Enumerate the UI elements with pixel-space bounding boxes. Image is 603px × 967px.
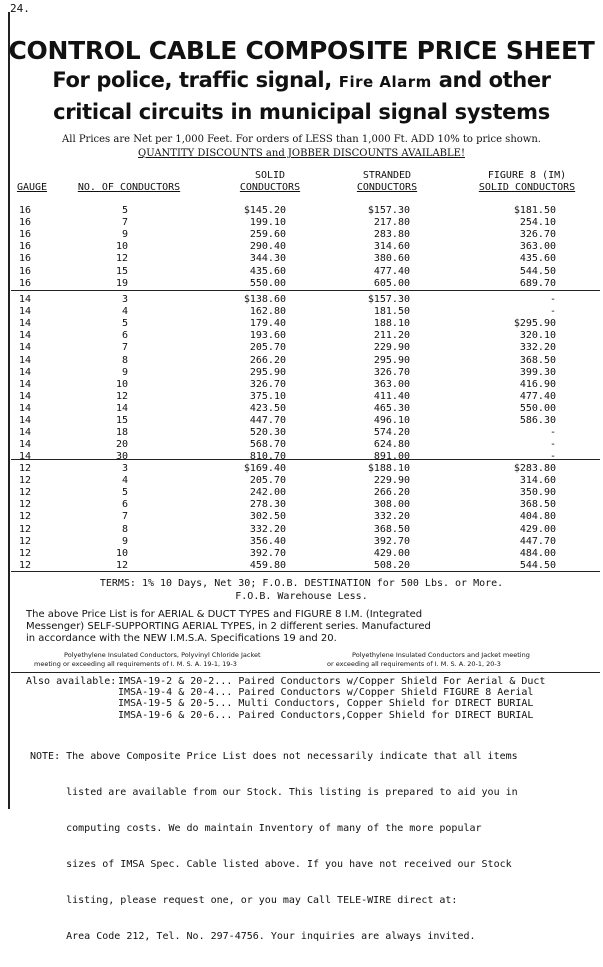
cell-solid: 179.40 bbox=[249, 318, 286, 330]
left-border-rule bbox=[8, 12, 10, 809]
cell-gauge: 14 bbox=[18, 451, 32, 463]
cell-gauge: 14 bbox=[18, 427, 32, 439]
group-divider bbox=[11, 290, 600, 291]
cell-figure8: 689.70 bbox=[519, 277, 556, 289]
cell-conductors: 10 bbox=[115, 547, 128, 559]
cell-conductors: 8 bbox=[121, 354, 128, 366]
cell-solid: 199.10 bbox=[249, 217, 286, 229]
cell-solid: 392.70 bbox=[249, 547, 286, 559]
title-fire-alarm: Fire Alarm bbox=[338, 73, 432, 91]
cell-stranded: 574.20 bbox=[373, 427, 410, 439]
cell-figure8: 254.10 bbox=[519, 217, 556, 229]
cell-conductors: 7 bbox=[121, 217, 128, 229]
cell-gauge: 14 bbox=[18, 306, 32, 318]
cell-solid: 423.50 bbox=[249, 402, 286, 414]
cell-figure8: 544.50 bbox=[519, 265, 556, 277]
cell-solid: 568.70 bbox=[249, 439, 286, 451]
cell-figure8: $283.80 bbox=[513, 463, 556, 474]
cell-figure8: 477.40 bbox=[519, 390, 556, 402]
cell-conductors: 4 bbox=[121, 475, 128, 487]
cell-conductors: 6 bbox=[121, 330, 128, 342]
fine-print-left-2: meeting or exceeding all requirements of I. M. S. A. 19-1, 19-3 bbox=[34, 660, 237, 668]
cell-solid: 435.60 bbox=[249, 265, 286, 277]
cell-gauge: 12 bbox=[18, 499, 32, 511]
cell-figure8: 320.10 bbox=[519, 330, 556, 342]
cell-solid: 278.30 bbox=[249, 499, 286, 511]
cell-gauge: 14 bbox=[18, 342, 32, 354]
cell-figure8: 429.00 bbox=[519, 523, 556, 535]
cell-solid: 344.30 bbox=[249, 253, 286, 265]
cell-stranded: 266.20 bbox=[373, 487, 410, 499]
cell-stranded: 326.70 bbox=[373, 366, 410, 378]
cell-solid: $145.20 bbox=[243, 205, 286, 216]
cell-gauge: 14 bbox=[18, 318, 32, 330]
cell-conductors: 20 bbox=[115, 439, 128, 451]
fine-print-left-1: Polyethylene Insulated Conductors, Polyvinyl Chloride Jacket bbox=[64, 651, 261, 659]
cell-solid: 259.60 bbox=[249, 229, 286, 241]
cell-conductors: 19 bbox=[115, 277, 128, 289]
also-item-2: IMSA-19-4 & 20-4... Paired Conductors w/Copper Shield FIGURE 8 Aerial bbox=[118, 687, 534, 699]
fine-print-right-1: Polyethylene Insulated Conductors and Jacket meeting bbox=[352, 651, 530, 659]
cell-gauge: 16 bbox=[18, 241, 32, 253]
discounts-note-line bbox=[0, 148, 603, 159]
cell-stranded: 229.90 bbox=[373, 342, 410, 354]
header-stranded-line1: STRANDED bbox=[362, 170, 412, 181]
cell-conductors: 30 bbox=[115, 451, 128, 463]
cell-stranded: 332.20 bbox=[373, 511, 410, 523]
cell-stranded: 624.80 bbox=[373, 439, 410, 451]
cell-stranded: 229.90 bbox=[373, 475, 410, 487]
cell-gauge: 12 bbox=[18, 463, 32, 474]
cell-figure8: 550.00 bbox=[519, 402, 556, 414]
header-conductors bbox=[68, 182, 190, 194]
cell-gauge: 12 bbox=[18, 523, 32, 535]
cell-conductors: 8 bbox=[121, 523, 128, 535]
cell-solid: 242.00 bbox=[249, 487, 286, 499]
cell-gauge: 12 bbox=[18, 547, 32, 559]
cell-figure8: 484.00 bbox=[519, 547, 556, 559]
cell-conductors: 6 bbox=[121, 499, 128, 511]
cell-gauge: 14 bbox=[18, 415, 32, 426]
cell-stranded: 429.00 bbox=[373, 547, 410, 559]
cell-stranded: 363.00 bbox=[373, 378, 410, 390]
cell-solid: 326.70 bbox=[249, 378, 286, 390]
cell-solid: 205.70 bbox=[249, 475, 286, 487]
header-stranded bbox=[342, 170, 432, 194]
cell-conductors: 9 bbox=[121, 535, 128, 547]
description-line-2: Messenger) SELF-SUPPORTING AERIAL TYPES, in 2 different series. Manufactured bbox=[26, 621, 431, 632]
cell-solid: 459.80 bbox=[249, 559, 286, 571]
cell-solid: 550.00 bbox=[249, 277, 286, 289]
note-line-1: NOTE: The above Composite Price List does not necessarily indicate that all items bbox=[30, 751, 518, 762]
cell-conductors: 5 bbox=[121, 205, 128, 216]
cell-figure8: - bbox=[549, 451, 556, 463]
cell-conductors: 3 bbox=[121, 463, 128, 474]
title-line-3: critical circuits in municipal signal systems bbox=[53, 100, 550, 124]
cell-conductors: 14 bbox=[115, 402, 128, 414]
cell-figure8: 314.60 bbox=[519, 475, 556, 487]
cell-figure8: 544.50 bbox=[519, 559, 556, 571]
cell-stranded: 508.20 bbox=[373, 559, 410, 571]
cell-figure8: 363.00 bbox=[519, 241, 556, 253]
cell-stranded: 308.00 bbox=[373, 499, 410, 511]
cell-figure8: 435.60 bbox=[519, 253, 556, 265]
cell-conductors: 15 bbox=[115, 415, 128, 426]
description-line-3: in accordance with the NEW I.M.S.A. Specifications 19 and 20. bbox=[26, 633, 337, 644]
cell-gauge: 16 bbox=[18, 277, 32, 289]
cell-conductors: 5 bbox=[121, 487, 128, 499]
header-figure8-line1: FIGURE 8 (IM) bbox=[487, 170, 567, 181]
header-conductors-text: NO. OF CONDUCTORS bbox=[77, 182, 181, 193]
cell-figure8: 368.50 bbox=[519, 354, 556, 366]
cell-solid: 447.70 bbox=[249, 415, 286, 426]
cell-solid: 332.20 bbox=[249, 523, 286, 535]
cell-stranded: 188.10 bbox=[373, 318, 410, 330]
title-line-1: CONTROL CABLE COMPOSITE PRICE SHEET bbox=[8, 36, 595, 65]
cell-solid: 266.20 bbox=[249, 354, 286, 366]
cell-stranded: 891.00 bbox=[373, 451, 410, 463]
also-item-1: IMSA-19-2 & 20-2... Paired Conductors w/Copper Shield For Aerial & Duct bbox=[118, 676, 546, 687]
cell-conductors: 10 bbox=[115, 378, 128, 390]
cell-conductors: 5 bbox=[121, 318, 128, 330]
cell-gauge: 12 bbox=[18, 511, 32, 523]
cell-figure8: 447.70 bbox=[519, 535, 556, 547]
note-line-5: listing, please request one, or you may Call TELE-WIRE direct at: bbox=[30, 895, 458, 906]
cell-figure8: 368.50 bbox=[519, 499, 556, 511]
cell-figure8: 416.90 bbox=[519, 378, 556, 390]
cell-gauge: 16 bbox=[18, 253, 32, 265]
header-figure8-line2: SOLID CONDUCTORS bbox=[478, 182, 576, 193]
cell-conductors: 9 bbox=[121, 229, 128, 241]
cell-conductors: 7 bbox=[121, 342, 128, 354]
cell-gauge: 14 bbox=[18, 354, 32, 366]
page-number: 24. bbox=[10, 2, 30, 15]
cell-solid: 302.50 bbox=[249, 511, 286, 523]
cell-stranded: 295.90 bbox=[373, 354, 410, 366]
note-line-2: listed are available from our Stock. This listing is prepared to aid you in bbox=[30, 787, 518, 798]
cell-figure8: - bbox=[549, 306, 556, 318]
cell-conductors: 3 bbox=[121, 294, 128, 305]
cell-gauge: 16 bbox=[18, 229, 32, 241]
cell-stranded: 181.50 bbox=[373, 306, 410, 318]
cell-conductors: 15 bbox=[115, 265, 128, 277]
cell-stranded: 368.50 bbox=[373, 523, 410, 535]
cell-figure8: 586.30 bbox=[519, 415, 556, 426]
divider-also-available bbox=[11, 672, 600, 673]
note-block bbox=[30, 727, 590, 967]
cell-figure8: $181.50 bbox=[513, 205, 556, 216]
title-line-2-part-a: For police, traffic signal, bbox=[52, 68, 332, 92]
cell-conductors: 7 bbox=[121, 511, 128, 523]
description-paragraph bbox=[26, 609, 596, 645]
cell-solid: 810.70 bbox=[249, 451, 286, 463]
cell-conductors: 9 bbox=[121, 366, 128, 378]
header-solid-line1: SOLID bbox=[254, 170, 286, 181]
description-line-1: The above Price List is for AERIAL & DUCT TYPES and FIGURE 8 I.M. (Integrated bbox=[26, 609, 423, 620]
cell-stranded: 217.80 bbox=[373, 217, 410, 229]
cell-solid: 356.40 bbox=[249, 535, 286, 547]
cell-gauge: 16 bbox=[18, 205, 32, 216]
note-line-3: computing costs. We do maintain Inventory of many of the more popular bbox=[30, 823, 482, 834]
discounts-note: QUANTITY DISCOUNTS and JOBBER DISCOUNTS AVAILABLE! bbox=[138, 148, 465, 159]
cell-gauge: 14 bbox=[18, 366, 32, 378]
cell-gauge: 16 bbox=[18, 217, 32, 229]
header-figure8 bbox=[468, 170, 586, 194]
cell-gauge: 12 bbox=[18, 535, 32, 547]
cell-gauge: 14 bbox=[18, 402, 32, 414]
cell-figure8: 404.80 bbox=[519, 511, 556, 523]
cell-stranded: 211.20 bbox=[373, 330, 410, 342]
note-line-4: sizes of IMSA Spec. Cable listed above. If you have not received our Stock bbox=[30, 859, 512, 870]
cell-solid: $138.60 bbox=[243, 294, 286, 305]
cell-figure8: $295.90 bbox=[513, 318, 556, 330]
cell-stranded: 605.00 bbox=[373, 277, 410, 289]
cell-gauge: 12 bbox=[18, 487, 32, 499]
also-item-4: IMSA-19-6 & 20-6... Paired Conductors,Copper Shield for DIRECT BURIAL bbox=[118, 709, 534, 721]
cell-stranded: 411.40 bbox=[373, 390, 410, 402]
header-solid bbox=[225, 170, 315, 194]
cell-gauge: 14 bbox=[18, 330, 32, 342]
title-line-2 bbox=[0, 68, 603, 92]
cell-stranded: 380.60 bbox=[373, 253, 410, 265]
cell-solid: 162.80 bbox=[249, 306, 286, 318]
title-line-2-part-c: and other bbox=[438, 68, 551, 92]
also-available-list bbox=[118, 676, 545, 721]
cell-conductors: 18 bbox=[115, 427, 128, 439]
header-stranded-line2: CONDUCTORS bbox=[356, 182, 418, 193]
cell-stranded: 496.10 bbox=[373, 415, 410, 426]
cell-gauge: 14 bbox=[18, 390, 32, 402]
cell-gauge: 12 bbox=[18, 559, 32, 571]
header-gauge bbox=[12, 182, 52, 194]
cell-figure8: 399.30 bbox=[519, 366, 556, 378]
cell-figure8: 350.90 bbox=[519, 487, 556, 499]
cell-stranded: $157.30 bbox=[367, 294, 410, 305]
note-line-6: Area Code 212, Tel. No. 297-4756. Your inquiries are always invited. bbox=[30, 931, 476, 942]
cell-conductors: 12 bbox=[115, 559, 128, 571]
cell-figure8: - bbox=[549, 294, 556, 305]
fine-print-right-2: or exceeding all requirements of I. M. S. A. 20-1, 20-3 bbox=[327, 660, 501, 668]
cell-solid: 290.40 bbox=[249, 241, 286, 253]
cell-solid: $169.40 bbox=[243, 463, 286, 474]
cell-conductors: 12 bbox=[115, 253, 128, 265]
cell-conductors: 4 bbox=[121, 306, 128, 318]
cell-stranded: $188.10 bbox=[367, 463, 410, 474]
cell-solid: 375.10 bbox=[249, 390, 286, 402]
cell-gauge: 16 bbox=[18, 265, 32, 277]
cell-gauge: 14 bbox=[18, 294, 32, 305]
cell-conductors: 10 bbox=[115, 241, 128, 253]
terms-line-2: F.O.B. Warehouse Less. bbox=[235, 591, 368, 602]
also-available-label: Also available: bbox=[26, 676, 117, 687]
cell-figure8: - bbox=[549, 427, 556, 439]
cell-stranded: 465.30 bbox=[373, 402, 410, 414]
cell-figure8: 332.20 bbox=[519, 342, 556, 354]
cell-conductors: 12 bbox=[115, 390, 128, 402]
cell-stranded: 314.60 bbox=[373, 241, 410, 253]
terms-line-1: TERMS: 1% 10 Days, Net 30; F.O.B. DESTINATION for 500 Lbs. or More. bbox=[99, 578, 504, 589]
cell-figure8: - bbox=[549, 439, 556, 451]
also-item-3: IMSA-19-5 & 20-5... Multi Conductors, Copper Shield for DIRECT BURIAL bbox=[118, 698, 534, 710]
prices-note: All Prices are Net per 1,000 Feet. For orders of LESS than 1,000 Ft. ADD 10% to price shown. bbox=[62, 134, 541, 145]
cell-solid: 520.30 bbox=[249, 427, 286, 439]
cell-figure8: 326.70 bbox=[519, 229, 556, 241]
header-gauge-text: GAUGE bbox=[16, 182, 48, 193]
cell-gauge: 12 bbox=[18, 475, 32, 487]
cell-stranded: 477.40 bbox=[373, 265, 410, 277]
cell-gauge: 14 bbox=[18, 378, 32, 390]
cell-gauge: 14 bbox=[18, 439, 32, 451]
header-solid-line2: CONDUCTORS bbox=[239, 182, 301, 193]
cell-stranded: 392.70 bbox=[373, 535, 410, 547]
cell-stranded: 283.80 bbox=[373, 229, 410, 241]
cell-stranded: $157.30 bbox=[367, 205, 410, 216]
cell-solid: 295.90 bbox=[249, 366, 286, 378]
cell-solid: 205.70 bbox=[249, 342, 286, 354]
cell-solid: 193.60 bbox=[249, 330, 286, 342]
